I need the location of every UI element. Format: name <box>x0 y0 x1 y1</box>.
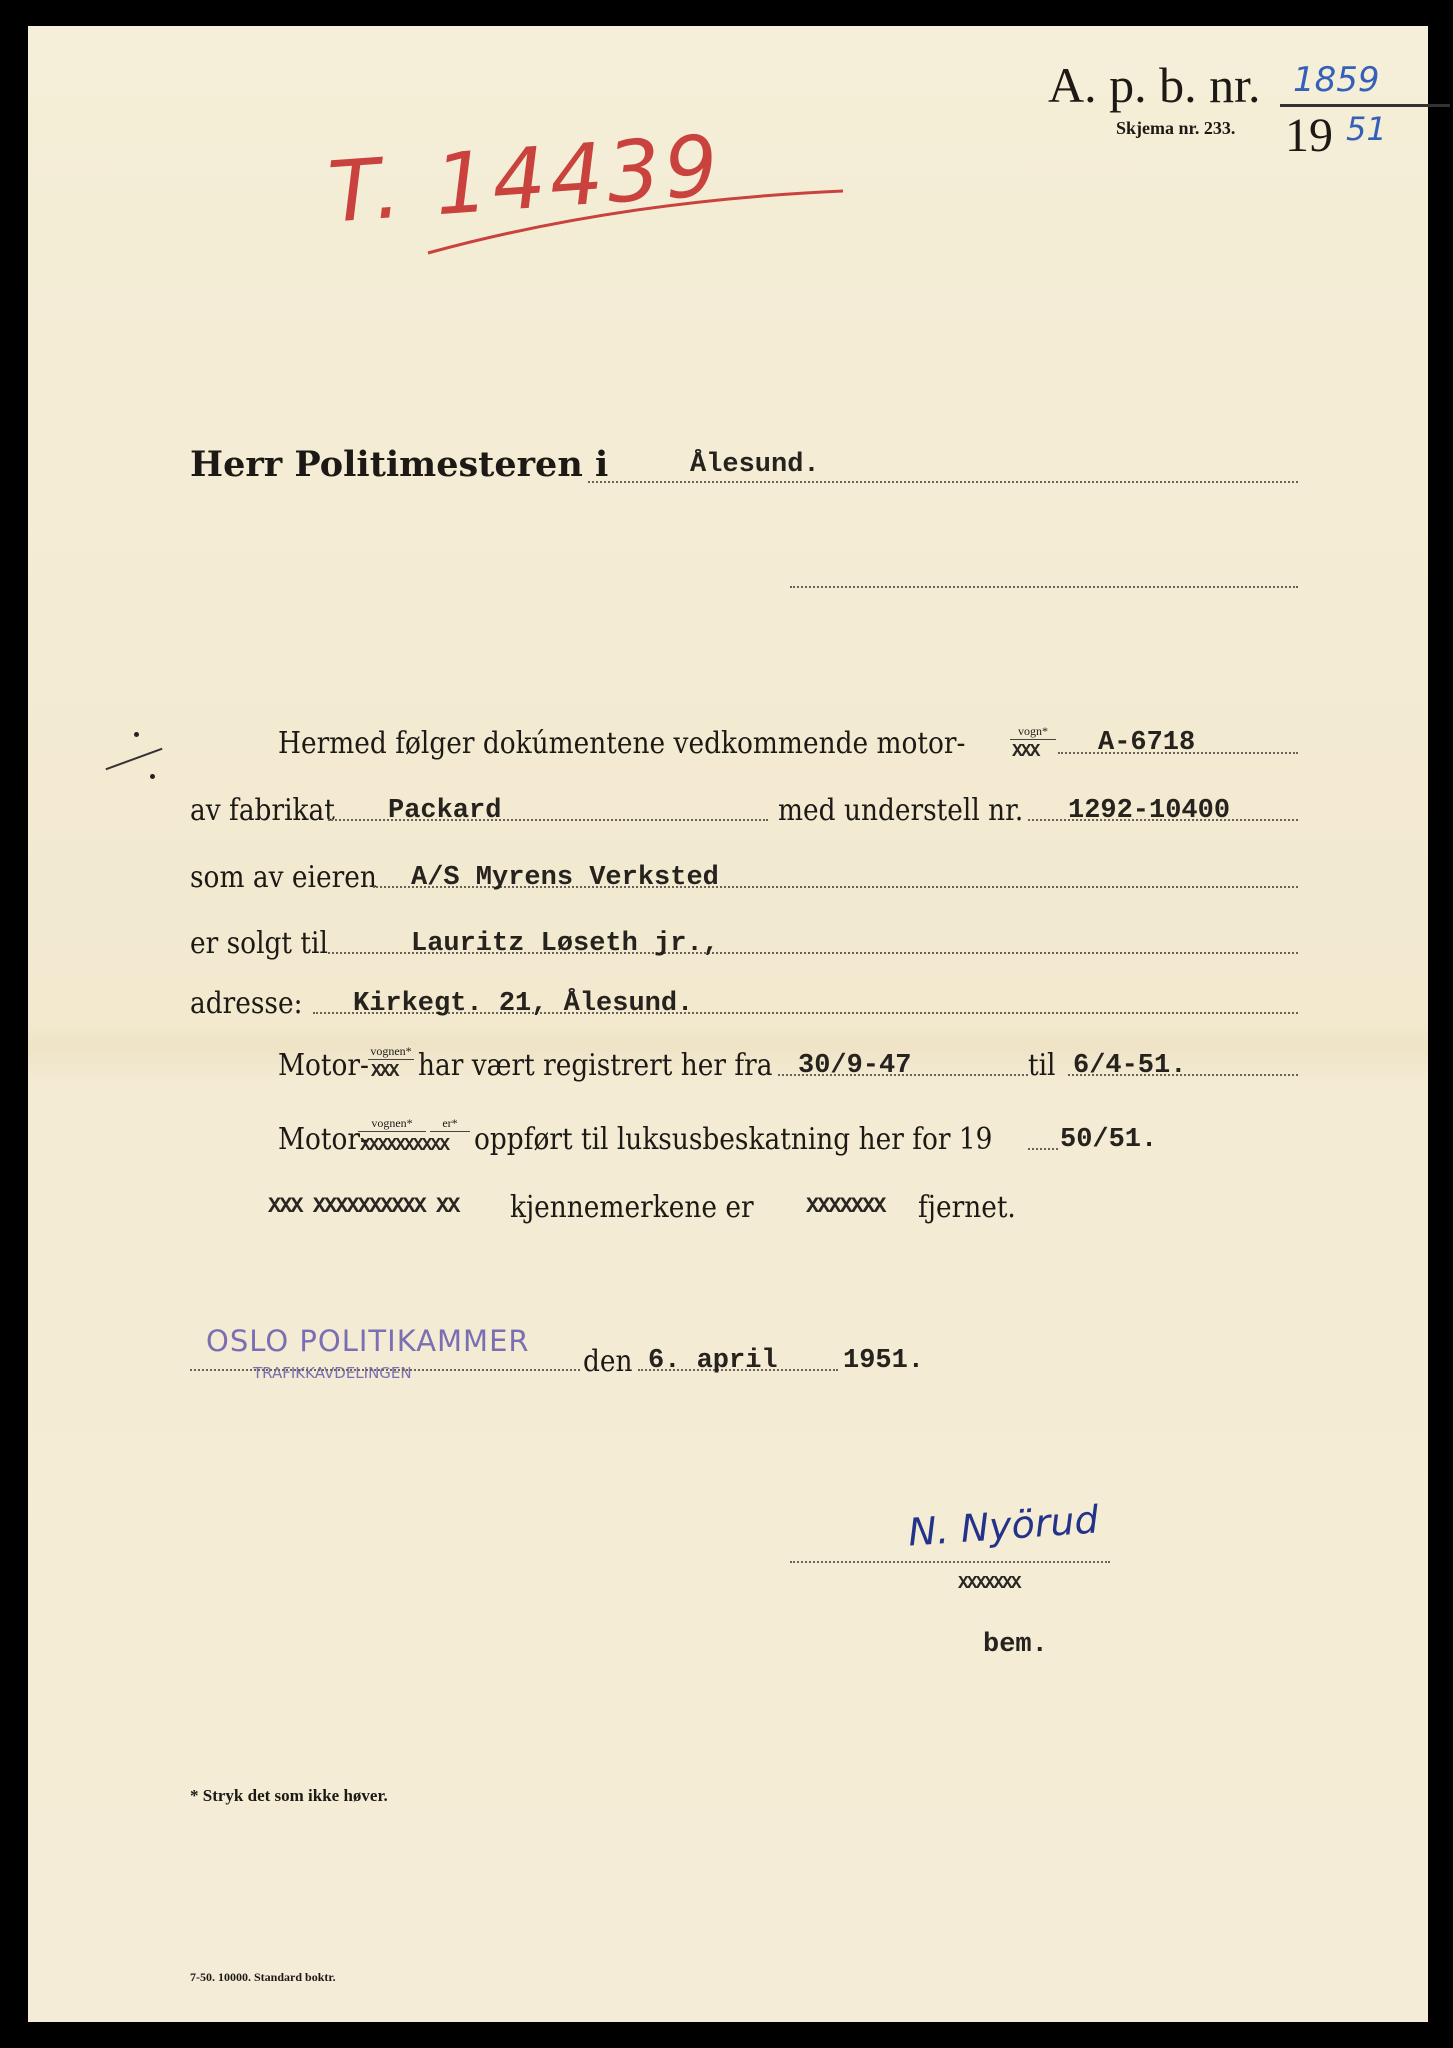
struck-text: XXX <box>371 1062 398 1082</box>
dotted-line <box>588 481 1298 483</box>
signature-title: bem. <box>983 1630 1048 1660</box>
fabrikat-label: av fabrikat <box>190 793 335 828</box>
reg-label-b: har vært registrert her fra <box>418 1048 773 1083</box>
adresse-value: Kirkegt. 21, Ålesund. <box>353 989 694 1019</box>
lux-period: 50/51. <box>1060 1125 1158 1155</box>
understell-value: 1292-10400 <box>1068 796 1231 826</box>
dotted-line <box>790 1561 1110 1563</box>
red-file-number: T. 14439 <box>325 116 725 242</box>
vognen-superscript: vognen* <box>368 1044 414 1060</box>
motor-line-label: Hermed følger dokúmentene vedkommende motor- <box>278 726 966 761</box>
struck-text: XXXXXXX <box>958 1574 1020 1594</box>
eier-label: som av eieren <box>190 860 377 895</box>
buyer-value: Lauritz Løseth jr., <box>411 929 719 959</box>
eier-value: A/S Myrens Verksted <box>411 863 719 893</box>
year-prefix: 19 <box>1285 109 1333 162</box>
document-paper <box>28 26 1428 2022</box>
struck-text: XXXXXXXXXX <box>360 1136 449 1156</box>
reg-label-a: Motor- <box>278 1048 369 1083</box>
reg-from-date: 30/9-47 <box>798 1051 912 1081</box>
footnote: * Stryk det som ikke høver. <box>190 1786 388 1805</box>
lux-label-a: Motor- <box>278 1122 369 1157</box>
stamp-line2: TRAFIKKAVDELINGEN <box>253 1364 412 1382</box>
dotted-line <box>190 1369 580 1371</box>
solgt-label: er solgt til <box>190 926 328 961</box>
printer-line: 7-50. 10000. Standard boktr. <box>190 1970 336 1984</box>
margin-slash <box>105 748 162 770</box>
er-superscript: er* <box>430 1116 470 1132</box>
margin-dot <box>150 774 155 779</box>
year-suffix: 51 <box>1346 110 1387 148</box>
struck-text: XXXXXXX <box>806 1194 885 1219</box>
adresse-label: adresse: <box>190 986 303 1021</box>
dotted-line <box>790 586 1298 588</box>
fabrikat-value: Packard <box>388 796 502 826</box>
handwritten-signature: N. Nyörud <box>906 1497 1100 1555</box>
apb-number: 1859 <box>1293 60 1380 100</box>
form-number: Skjema nr. 233. <box>1116 118 1236 138</box>
date-year: 1951. <box>843 1346 925 1376</box>
apb-label: A. p. b. nr. <box>1048 57 1261 113</box>
understell-label: med understell nr. <box>778 793 1024 828</box>
registration-number: A-6718 <box>1098 728 1196 758</box>
kj-label-a: kjennemerkene er <box>510 1190 754 1225</box>
addressee-label: Herr Politimesteren i <box>190 444 609 485</box>
red-underline <box>418 181 858 261</box>
vognen-superscript: vognen* <box>358 1116 426 1132</box>
addressee-value: Ålesund. <box>690 450 820 480</box>
date-day: 6. april <box>648 1346 778 1376</box>
apb-rule <box>1280 104 1450 107</box>
vogn-superscript: vogn* <box>1010 724 1056 740</box>
stamp-line1: OSLO POLITIKAMMER <box>206 1324 530 1358</box>
lux-label-b: oppført til luksusbeskatning her for 19 <box>474 1122 993 1157</box>
til-label: til <box>1028 1048 1056 1083</box>
kj-label-b: fjernet. <box>918 1190 1016 1225</box>
struck-text: XXX <box>1012 742 1039 762</box>
reg-to-date: 6/4-51. <box>1073 1051 1187 1081</box>
den-label: den <box>583 1344 633 1379</box>
struck-text: XXX XXXXXXXXXX XX <box>268 1194 459 1219</box>
margin-dot <box>134 732 139 737</box>
dotted-line <box>1028 1148 1058 1150</box>
